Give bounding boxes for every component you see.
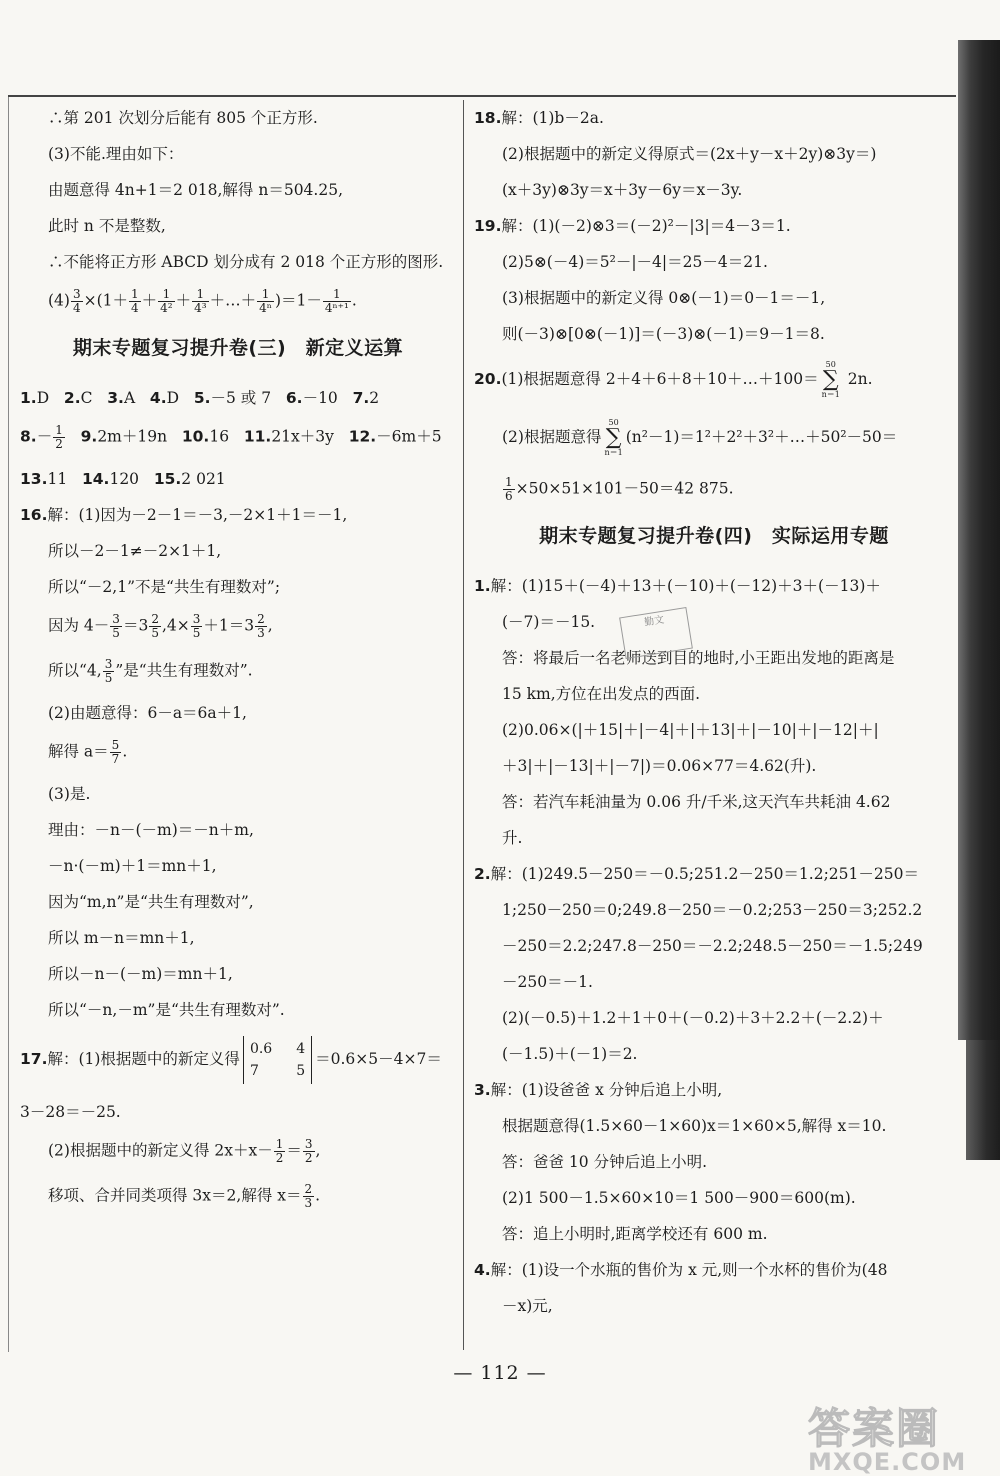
text-line: (3)不能.理由如下： xyxy=(48,145,184,163)
fraction: $\frac{1}{\text{4³}}$ xyxy=(194,287,207,315)
text-line: －250＝2.2;247.8－250＝－2.2;248.5－250＝－1.5;249 xyxy=(502,937,923,955)
fraction: $\frac{3}{5}$ xyxy=(112,612,120,640)
text-line: 所以“－n,－m”是“共生有理数对”. xyxy=(48,1001,285,1019)
text-line: 所以－n－(－m)＝mn＋1, xyxy=(48,965,233,983)
fraction: $\frac{2}{3}$ xyxy=(257,612,265,640)
text-line: (2)根据题中的新定义得原式＝(2x＋y－x＋2y)⊗3y＝) xyxy=(502,145,877,163)
mc-answers-row: 13.11 14.120 15.2 021 xyxy=(20,470,226,488)
text-line: (x＋3y)⊗3y＝x＋3y－6y＝x－3y. xyxy=(502,181,743,199)
site-watermark-logo: 答案圈 MXQE.COM xyxy=(808,1404,967,1476)
text-line: ∴不能将正方形 ABCD 划分成有 2 018 个正方形的图形. xyxy=(48,253,444,271)
text-line: 此时 n 不是整数, xyxy=(48,217,166,235)
formula-line: (2)根据题意得 50 ∑ n＝1 (n²－1)＝1²＋2²＋3²＋…＋50²－50＝ xyxy=(502,418,898,457)
formula-line: $\frac{1}{6}$ ×50×51×101－50＝42 875. xyxy=(505,475,734,503)
text-line: (2)(－0.5)＋1.2＋1＋0＋(－0.2)＋3＋2.2＋(－2.2)＋ xyxy=(502,1009,884,1027)
text-line: 答：将最后一名老师送到目的地时,小王距出发地的距离是 xyxy=(502,649,895,667)
text-line: ∴第 201 次划分后能有 805 个正方形. xyxy=(48,109,318,127)
fraction: $\frac{1}{4}$ xyxy=(131,287,139,315)
formula-line: 所以“4, $\frac{3}{5}$ ”是“共生有理数对”. xyxy=(48,657,253,685)
fraction: $\frac{1}{\text{4ⁿ⁺¹}}$ xyxy=(324,287,349,315)
section-title: 期末专题复习提升卷(三) 新定义运算 xyxy=(72,337,404,359)
text-line: －n·(－m)＋1＝mn＋1, xyxy=(48,857,217,875)
text-line: ＋3|＋|－13|＋|－7|)＝0.06×77＝4.62(升). xyxy=(502,757,817,775)
fraction: $\frac{3}{2}$ xyxy=(304,1137,313,1165)
formula-line: (4) $\frac{3}{4}$ ×(1＋ $\frac{1}{4}$ ＋ $\frac{1}{\text{4²}}$ ＋ $\frac{1}{\text{4³}}$ ＋…＋ $\frac{1}{\text{4ⁿ}}$ )＝1－ $\frac{1}{\text{4ⁿ⁺¹}}$ . xyxy=(48,287,357,315)
summation: 50 ∑ n＝1 xyxy=(604,418,623,457)
formula-line: (2)根据题中的新定义得 2x＋x－ $\frac{1}{2}$ ＝ $\frac{3}{2}$ , xyxy=(48,1137,321,1165)
section-title: 期末专题复习提升卷(四) 实际运用专题 xyxy=(539,525,889,547)
question-16-line: 16.解：(1)因为－2－1＝－3,－2×1＋1＝－1, xyxy=(20,506,348,524)
text-line: 所以 m－n＝mn＋1, xyxy=(48,929,195,947)
text-line: 因为“m,n”是“共生有理数对”, xyxy=(48,893,254,911)
text-line: －250＝－1. xyxy=(502,973,593,991)
fraction: $\frac{1}{2}$ xyxy=(55,423,63,451)
text-line: 答：若汽车耗油量为 0.06 升/千米,这天汽车共耗油 4.62 xyxy=(502,793,891,811)
fraction: $\frac{3}{5}$ xyxy=(192,612,201,640)
formula-line: 解得 a＝ $\frac{5}{7}$ . xyxy=(48,738,128,766)
text-line: 答：追上小明时,距离学校还有 600 m. xyxy=(502,1225,768,1243)
left-column xyxy=(20,108,456,1226)
text-line: (3)根据题中的新定义得 0⊗(－1)＝0－1＝－1, xyxy=(502,289,826,307)
question-3-line: 3.解：(1)设爸爸 x 分钟后追上小明, xyxy=(474,1081,723,1099)
question-4-line: 4.解：(1)设一个水瓶的售价为 x 元,则一个水杯的售价为(48 xyxy=(474,1261,888,1279)
determinant: 0.6 4 7 5 xyxy=(243,1036,312,1084)
fraction: $\frac{3}{5}$ xyxy=(104,657,113,685)
question-1-line: 1.解：(1)15＋(－4)＋13＋(－10)＋(－12)＋3＋(－13)＋ xyxy=(474,577,881,595)
text-line: 由题意得 4n+1＝2 018,解得 n＝504.25, xyxy=(48,181,343,199)
text-line: (－1.5)＋(－1)＝2. xyxy=(502,1045,638,1063)
formula-line: 移项、合并同类项得 3x＝2,解得 x＝ $\frac{2}{3}$ . xyxy=(48,1182,321,1210)
text-line: (－7)＝－15. xyxy=(502,613,596,631)
text-line: 15 km,方位在出发点的西面. xyxy=(502,685,701,703)
text-line: (3)是. xyxy=(48,785,91,803)
fraction: $\frac{3}{4}$ xyxy=(72,287,81,315)
question-18-line: 18.解：(1)b－2a. xyxy=(474,109,604,127)
text-line: －x)元, xyxy=(502,1297,553,1315)
fraction: $\frac{2}{3}$ xyxy=(304,1182,313,1210)
text-line: 答：爸爸 10 分钟后追上小明. xyxy=(502,1153,708,1171)
question-20-line: 20.(1)根据题意得 2＋4＋6＋8＋10＋…＋100＝ 50 ∑ n＝1 2n. xyxy=(474,360,873,399)
fraction: $\frac{1}{\text{4ⁿ}}$ xyxy=(259,287,272,315)
fraction: $\frac{1}{2}$ xyxy=(275,1137,284,1165)
right-column xyxy=(474,108,954,1332)
text-line: 则(－3)⊗[0⊗(－1)]＝(－3)⊗(－1)＝9－1＝8. xyxy=(502,325,825,343)
text-line: 理由：－n－(－m)＝－n＋m, xyxy=(48,821,254,839)
scan-shadow-edge xyxy=(958,40,1000,1040)
text-line: (2)5⊗(－4)＝5²－|－4|＝25－4＝21. xyxy=(502,253,768,271)
text-line: (2)1 500－1.5×60×10＝1 500－900＝600(m). xyxy=(502,1189,856,1207)
formula-line: 因为 4－ $\frac{3}{5}$ ＝3 $\frac{2}{5}$ ,4× $\frac{3}{5}$ ＋1＝3 $\frac{2}{3}$ , xyxy=(48,612,273,640)
left-margin-rule xyxy=(8,97,9,1352)
text-line: 升. xyxy=(502,829,523,847)
page-number: — 112 — xyxy=(453,1362,547,1384)
mc-answers-row: 8.－ $\frac{1}{2}$ 9.2m＋19n 10.16 11.21x＋3y 12.－6m＋5 xyxy=(20,423,442,451)
fraction: $\frac{2}{5}$ xyxy=(151,612,159,640)
text-line: (2)由题意得：6－a＝6a＋1, xyxy=(48,704,247,722)
scan-shadow-edge xyxy=(966,1040,1000,1160)
stamp-watermark: 勤文 xyxy=(619,607,693,659)
top-rule xyxy=(8,95,956,97)
text-line: (2)0.06×(|＋15|＋|－4|＋|＋13|＋|－10|＋|－12|＋| xyxy=(502,721,879,739)
text-line: 根据题意得(1.5×60－1×60)x＝1×60×5,解得 x＝10. xyxy=(502,1117,887,1135)
text-line: 1;250－250＝0;249.8－250＝－0.2;253－250＝3;252.2 xyxy=(502,901,923,919)
fraction: $\frac{1}{\text{4²}}$ xyxy=(160,287,173,315)
column-divider xyxy=(463,100,464,1350)
fraction: $\frac{5}{7}$ xyxy=(111,738,120,766)
text-line: 3－28＝－25. xyxy=(20,1103,121,1121)
question-2-line: 2.解：(1)249.5－250＝－0.5;251.2－250＝1.2;251－250＝ xyxy=(474,865,919,883)
summation: 50 ∑ n＝1 xyxy=(821,360,840,399)
text-line: 所以－2－1≠－2×1＋1, xyxy=(48,542,222,560)
fraction: $\frac{1}{6}$ xyxy=(505,475,513,503)
text-line: 所以“－2,1”不是“共生有理数对”; xyxy=(48,578,281,596)
question-19-line: 19.解：(1)(－2)⊗3＝(－2)²－|3|＝4－3＝1. xyxy=(474,217,791,235)
question-17-line: 17.解：(1)根据题中的新定义得 0.6 4 7 5 ＝0.6×5－4×7＝ xyxy=(20,1036,456,1084)
mc-answers-row: 1.D 2.C 3.A 4.D 5.－5 或 7 6.－10 7.2 xyxy=(20,389,380,407)
